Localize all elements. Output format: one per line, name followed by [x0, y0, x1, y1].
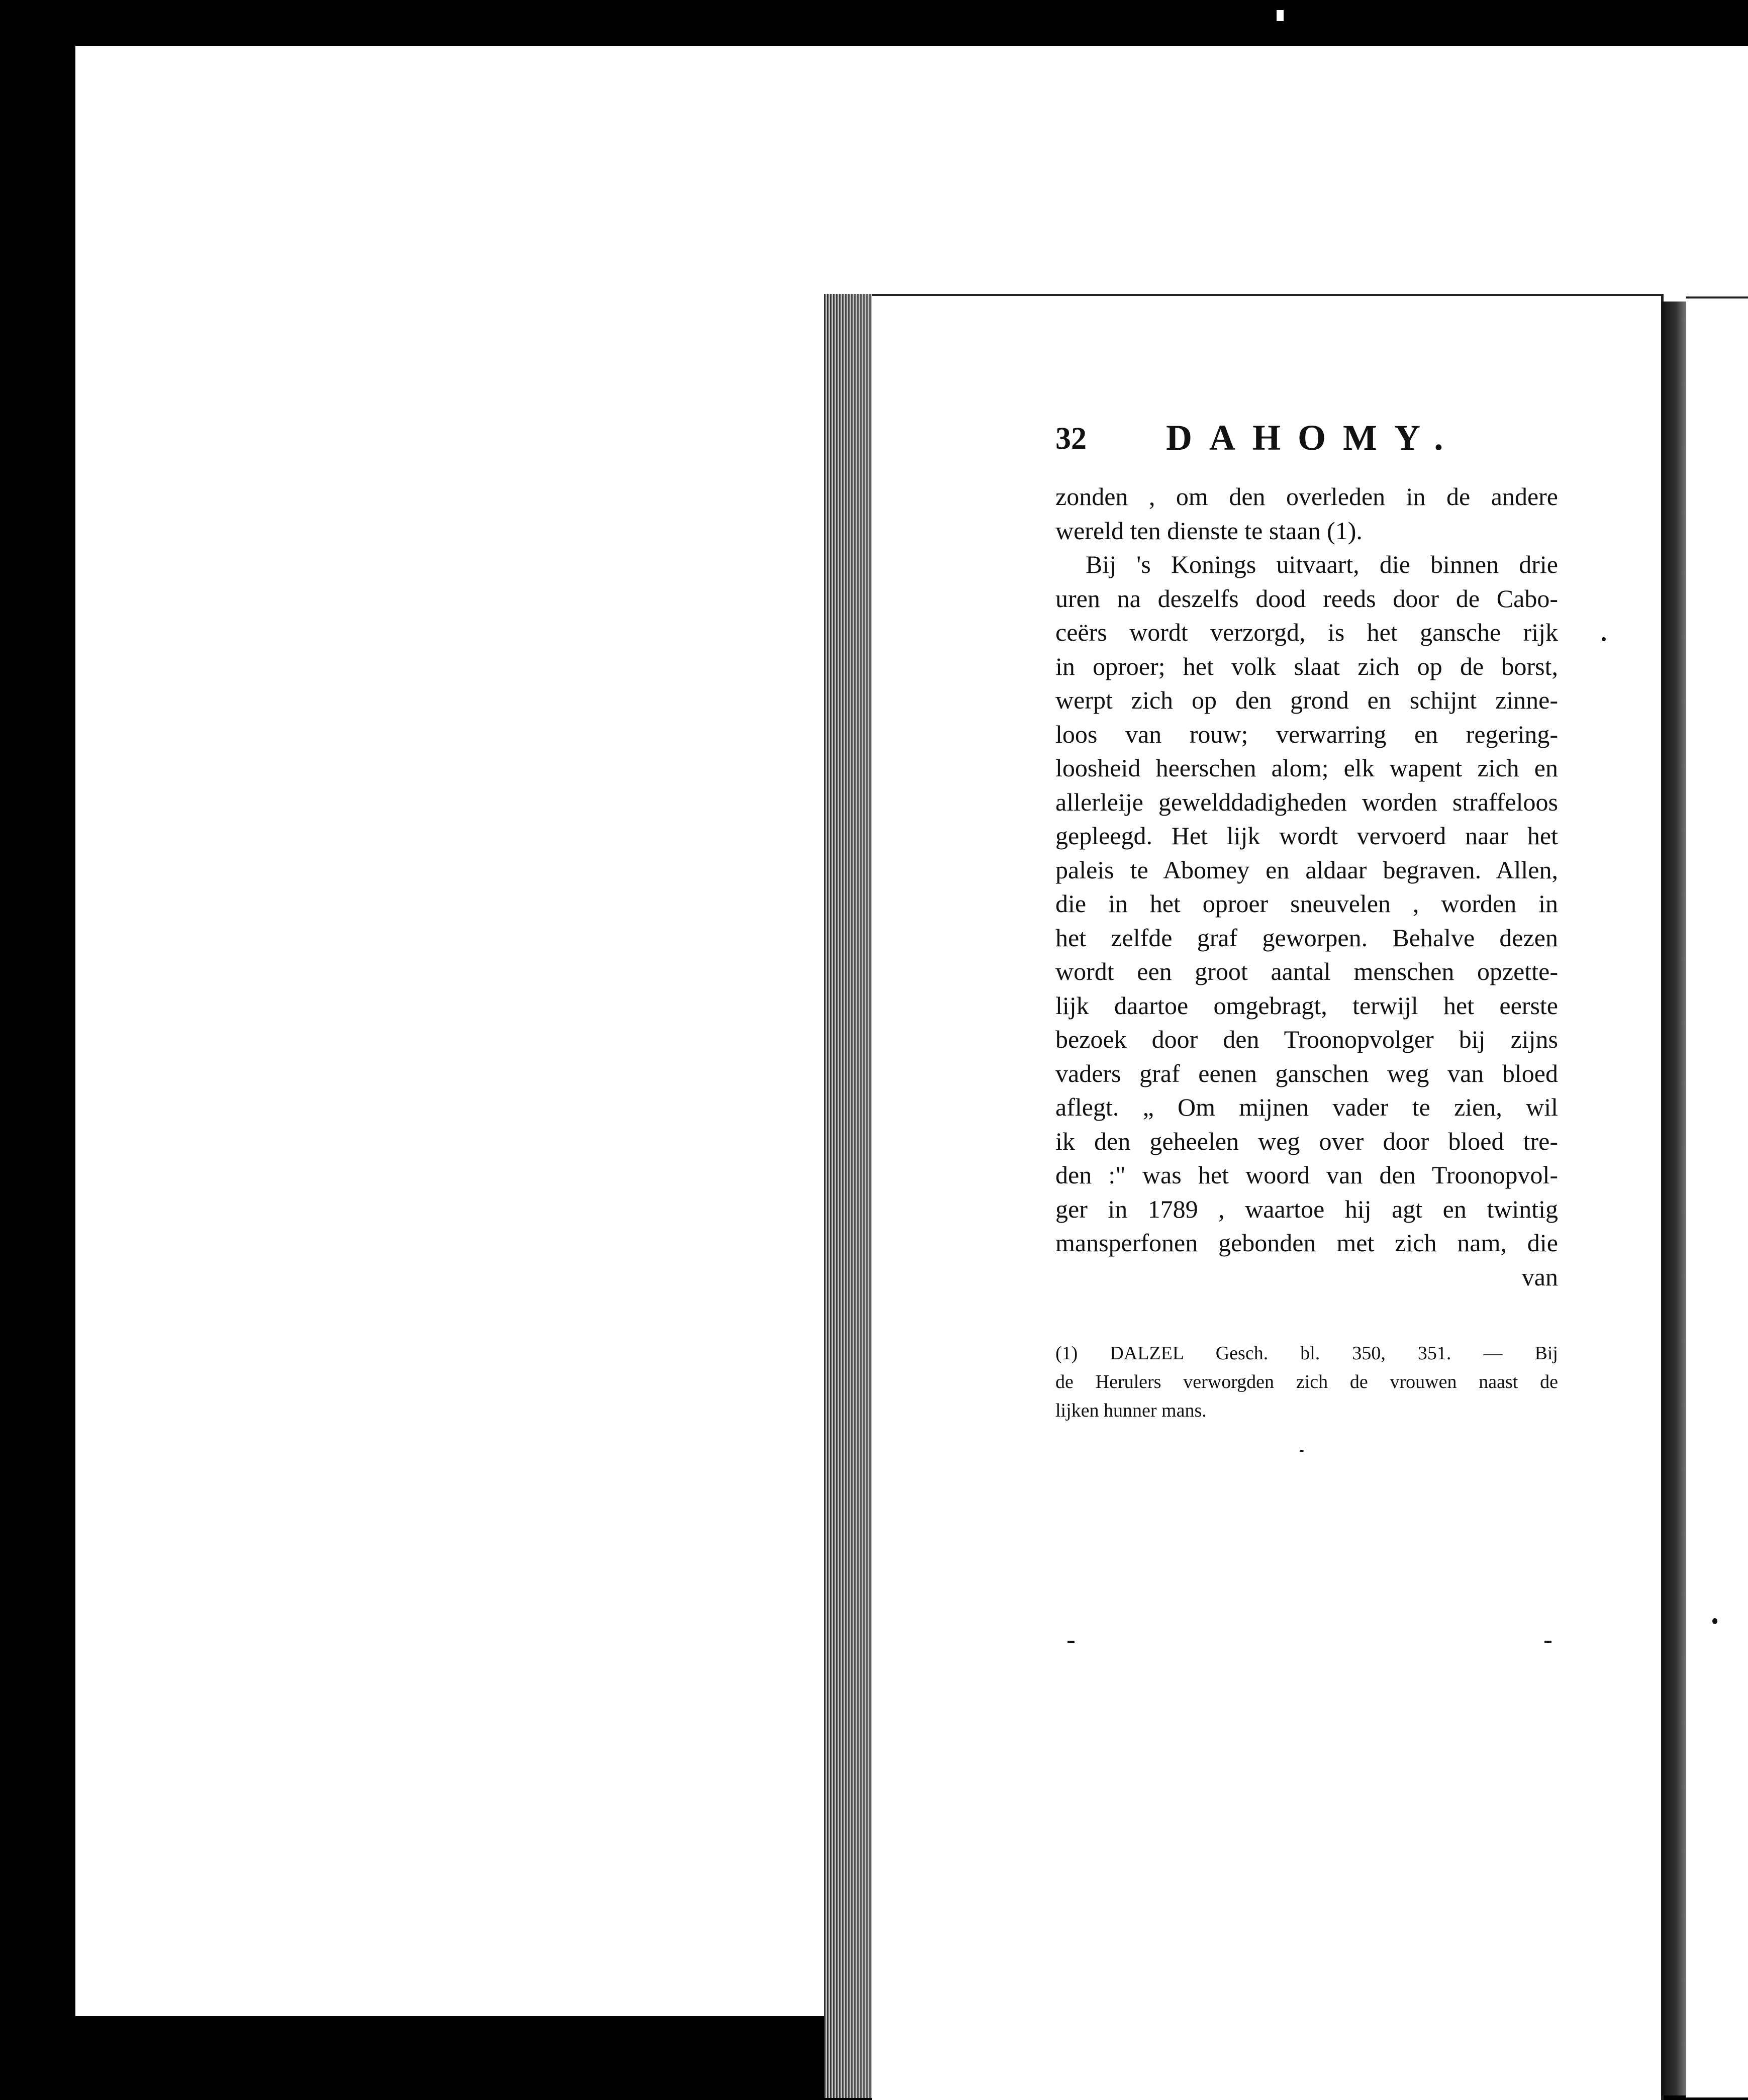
body-line: het zelfde graf geworpen. Behalve dezen	[1055, 923, 1558, 952]
body-line: lijk daartoe omgebragt, terwijl het eerste	[1055, 991, 1558, 1020]
catchword: van	[1521, 1262, 1558, 1291]
body-line: uren na deszelfs dood reeds door de Cabo-	[1055, 584, 1558, 613]
scan-speck	[1277, 10, 1284, 21]
body-line: ger in 1789 , waartoe hij agt en twintig	[1055, 1194, 1558, 1223]
book-page-edges	[824, 294, 875, 2098]
body-line: zonden , om den overleden in de andere	[1055, 482, 1558, 511]
running-head: DAHOMY.	[1166, 418, 1461, 458]
page-number: 32	[1055, 422, 1087, 456]
scan-speck	[1300, 1450, 1304, 1452]
body-line: die in het oproer sneuvelen , worden in	[1055, 889, 1558, 918]
body-line: aflegt. „ Om mijnen vader te zien, wil	[1055, 1093, 1558, 1121]
book-gutter	[1661, 302, 1686, 2095]
body-line: paleis te Abomey en aldaar begraven. Allen,	[1055, 855, 1558, 884]
footnote-line: de Herulers verworgden zich de vrouwen naast de	[1055, 1371, 1558, 1392]
body-line: mansperfonen gebonden met zich nam, die	[1055, 1229, 1558, 1257]
footnote-line: lijken hunner mans.	[1055, 1400, 1207, 1421]
body-line: Bij 's Konings uitvaart, die binnen drie	[1086, 550, 1558, 578]
footnote-line: (1) DALZEL Gesch. bl. 350, 351. — Bij	[1055, 1343, 1558, 1364]
body-text	[1055, 480, 1558, 1294]
scan-speck	[1544, 1641, 1551, 1643]
body-line: wereld ten dienste te staan (1).	[1055, 516, 1363, 545]
body-line: loos van rouw; verwarring en regering-	[1055, 720, 1558, 748]
body-line: werpt zich op den grond en schijnt zinne-	[1055, 686, 1558, 714]
body-line: loosheid heerschen alom; elk wapent zich en	[1055, 754, 1558, 782]
body-line: in oproer; het volk slaat zich op de borst,	[1055, 652, 1558, 680]
body-line: ik den geheelen weg over door bloed tre-	[1055, 1127, 1558, 1155]
facing-page	[1686, 296, 1748, 2097]
body-line: vaders graf eenen ganschen weg van bloed	[1055, 1059, 1558, 1087]
body-line: bezoek door den Troonopvolger bij zijns	[1055, 1025, 1558, 1053]
scan-speck	[1602, 637, 1606, 641]
body-line: wordt een groot aantal menschen opzette-	[1055, 957, 1558, 985]
scan-speck	[1067, 1641, 1075, 1643]
body-line: gepleegd. Het lijk wordt vervoerd naar het	[1055, 822, 1558, 850]
body-line: allerleije gewelddadigheden worden straffeloos	[1055, 787, 1558, 816]
scan-speck	[1712, 1618, 1717, 1624]
footnote	[1055, 1339, 1558, 1425]
page-header	[1055, 417, 1461, 467]
body-line: ceërs wordt verzorgd, is het gansche rijk	[1055, 618, 1558, 646]
body-line: den :" was het woord van den Troonopvol-	[1055, 1161, 1558, 1189]
